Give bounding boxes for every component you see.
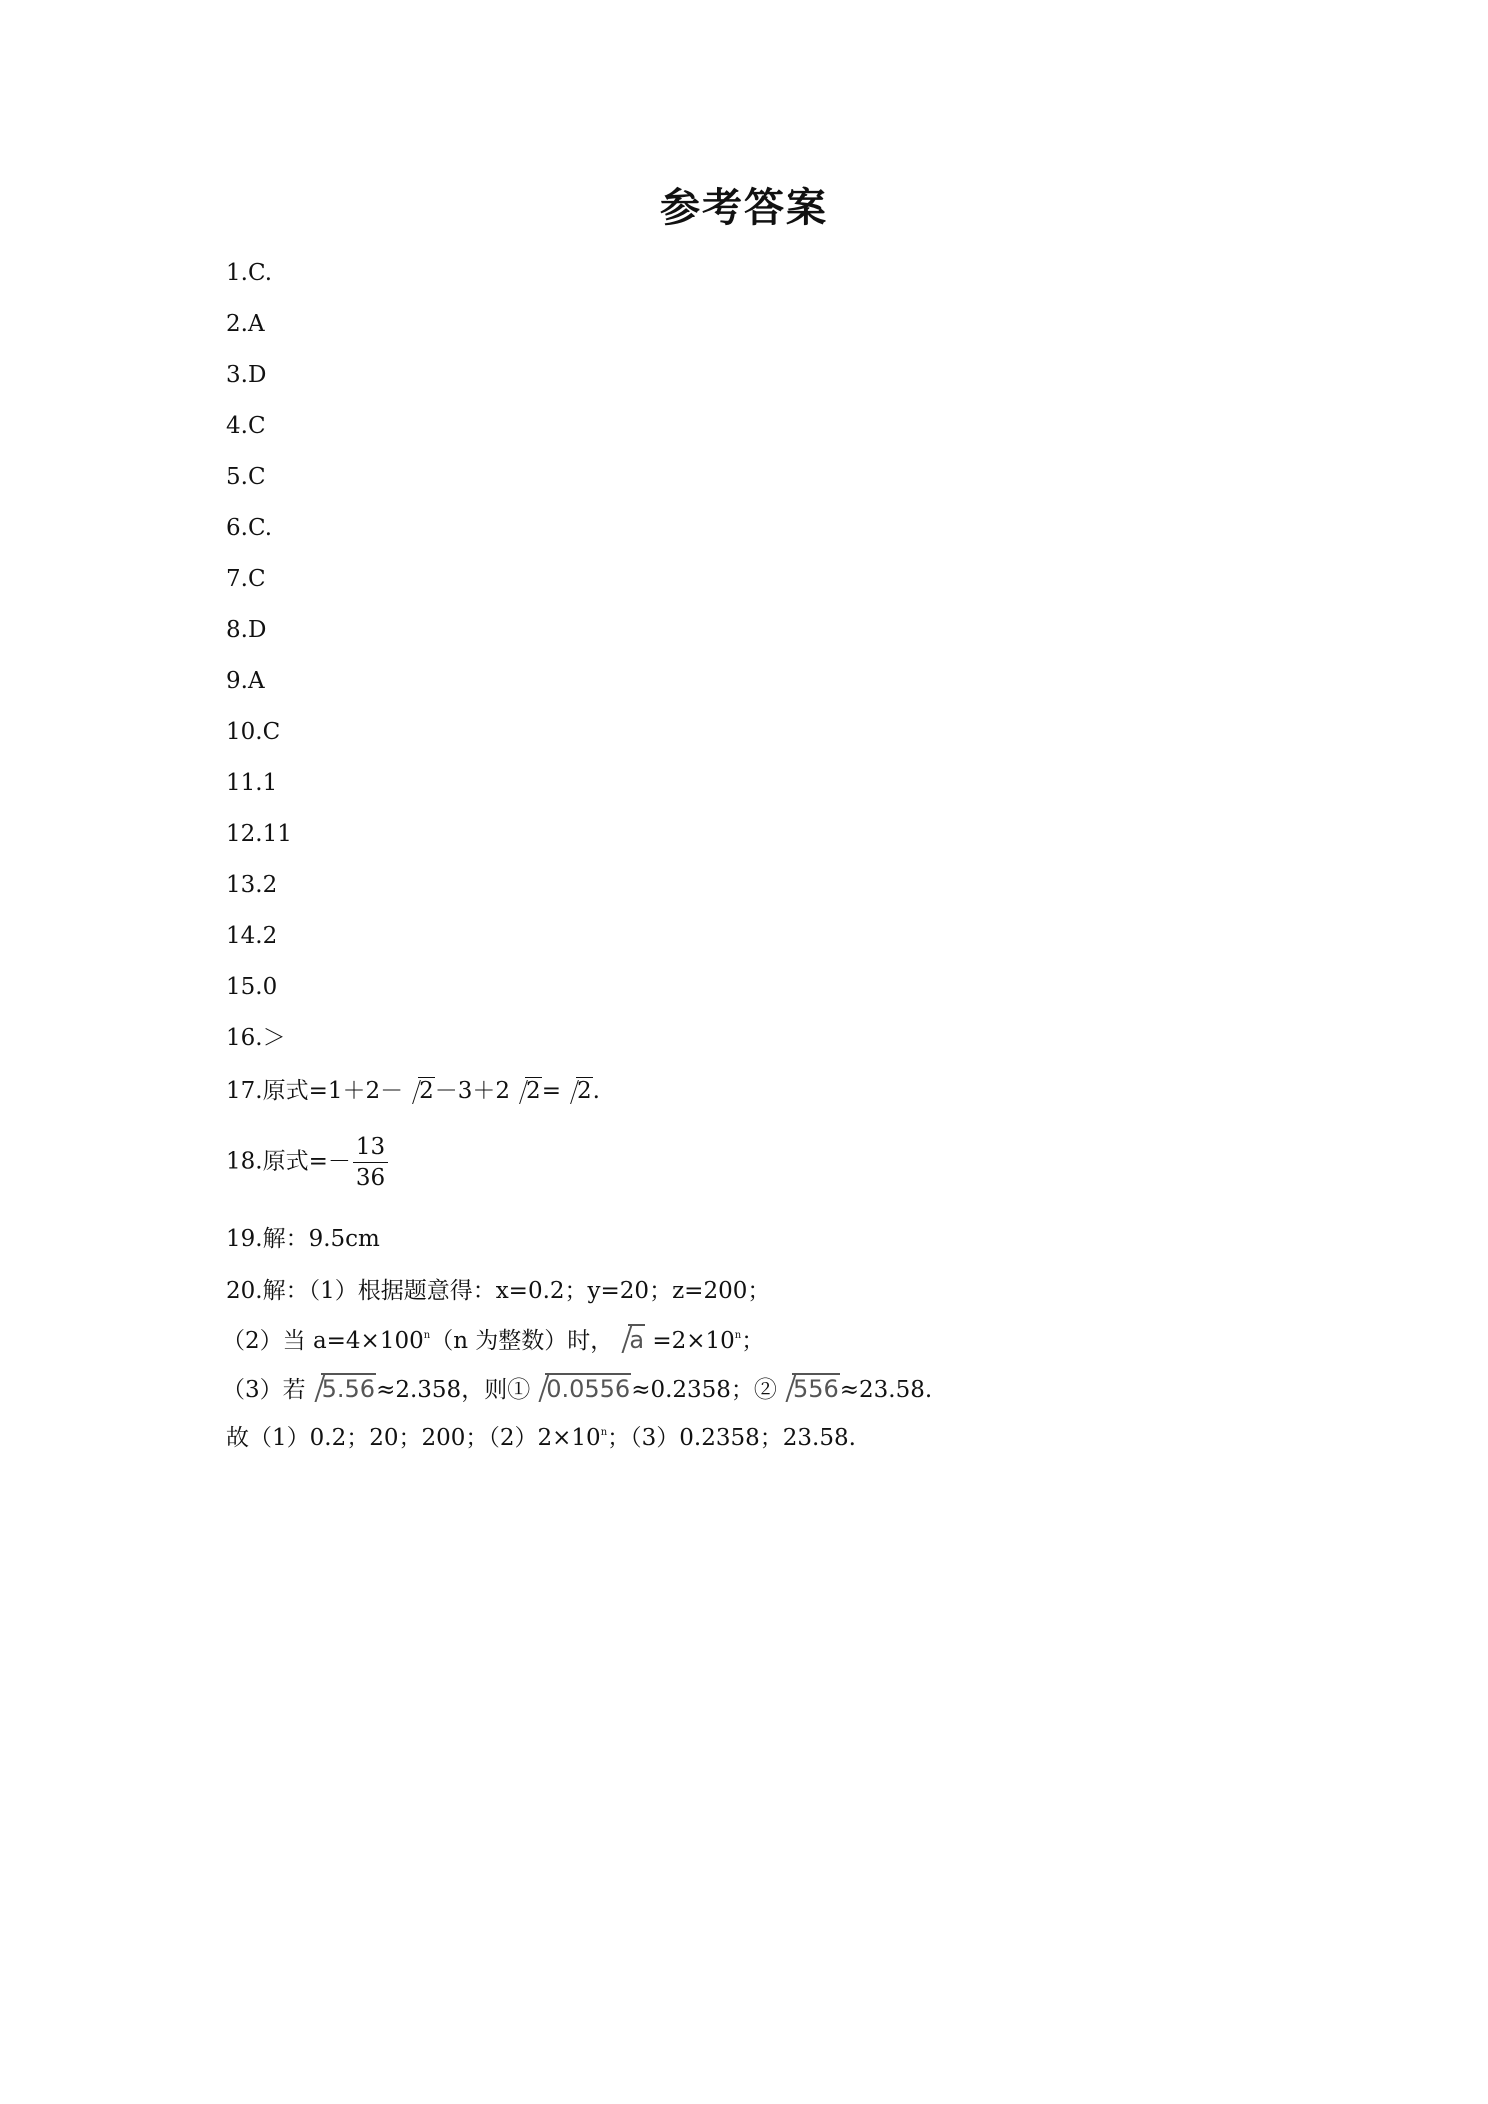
answer-20-line-2 xyxy=(222,1323,764,1358)
radicand: 5.56 xyxy=(321,1375,376,1403)
answer-20-line-4 xyxy=(226,1421,856,1455)
answer-line: 13.2 xyxy=(226,872,278,898)
q17-radicand: 2 xyxy=(526,1078,541,1104)
sqrt-symbol xyxy=(307,1372,376,1407)
answer-line: 14.2 xyxy=(226,923,278,949)
answer-line: 4.C xyxy=(226,413,266,439)
text-span: 故（1）0.2；20；200；（2）2×10 xyxy=(226,1425,601,1451)
answer-line: 3.D xyxy=(226,362,267,388)
text-span: ≈23.58. xyxy=(839,1377,933,1403)
sqrt-symbol xyxy=(531,1372,631,1407)
page-title: 参考答案 xyxy=(660,185,828,231)
answer-17 xyxy=(226,1074,600,1108)
answer-19: 19.解：9.5cm xyxy=(226,1226,380,1252)
sqrt-symbol xyxy=(778,1372,840,1407)
numerator: 13 xyxy=(353,1132,388,1163)
answer-line: 1.C. xyxy=(226,260,273,286)
q18-prefix: 18.原式=－ xyxy=(226,1148,351,1175)
answer-line: 6.C. xyxy=(226,515,273,541)
denominator: 36 xyxy=(355,1165,386,1191)
answer-line: 7.C xyxy=(226,566,266,592)
answer-18 xyxy=(226,1132,388,1193)
sqrt-symbol xyxy=(562,1074,593,1108)
q17-radicand: 2 xyxy=(576,1078,592,1104)
superscript: n xyxy=(734,1330,742,1341)
text-span: ； xyxy=(741,1328,765,1354)
text-span: ；（3）0.2358；23.58. xyxy=(607,1425,856,1451)
sqrt-symbol xyxy=(614,1323,645,1358)
sqrt-symbol xyxy=(511,1074,542,1108)
q17-mid: －3＋2 xyxy=(434,1078,511,1104)
q17-eq: = xyxy=(541,1078,561,1104)
q17-radicand: 2 xyxy=(419,1078,434,1104)
answer-20-line-1: 20.解：（1）根据题意得：x=0.2；y=20；z=200； xyxy=(226,1278,771,1304)
q17-end: . xyxy=(592,1078,600,1104)
q17-prefix: 17.原式=1＋2－ xyxy=(226,1078,404,1104)
text-span: （n 为整数）时， xyxy=(430,1328,614,1354)
radicand: 0.0556 xyxy=(546,1375,631,1403)
answer-line: 16.＞ xyxy=(226,1025,286,1051)
answer-line: 12.11 xyxy=(226,821,292,847)
text-span: （3）若 xyxy=(222,1377,306,1403)
radicand: a xyxy=(629,1326,645,1354)
text-span: =2×10 xyxy=(645,1328,735,1354)
text-span: （2）当 a=4×100 xyxy=(222,1328,424,1354)
text-span: ≈0.2358；② xyxy=(631,1377,777,1403)
superscript: n xyxy=(600,1427,608,1438)
answer-line: 8.D xyxy=(226,617,267,643)
superscript: n xyxy=(423,1330,431,1341)
answer-line: 15.0 xyxy=(226,974,278,1000)
answer-20-line-3 xyxy=(222,1372,932,1407)
answer-line: 10.C xyxy=(226,719,281,745)
radicand: 556 xyxy=(792,1375,839,1403)
answer-line: 11.1 xyxy=(226,770,278,796)
answer-line: 5.C xyxy=(226,464,266,490)
text-span: ≈2.358，则① xyxy=(376,1377,531,1403)
answer-line: 9.A xyxy=(226,668,265,694)
answer-line: 2.A xyxy=(226,311,265,337)
fraction xyxy=(353,1132,388,1193)
sqrt-symbol xyxy=(404,1074,435,1108)
